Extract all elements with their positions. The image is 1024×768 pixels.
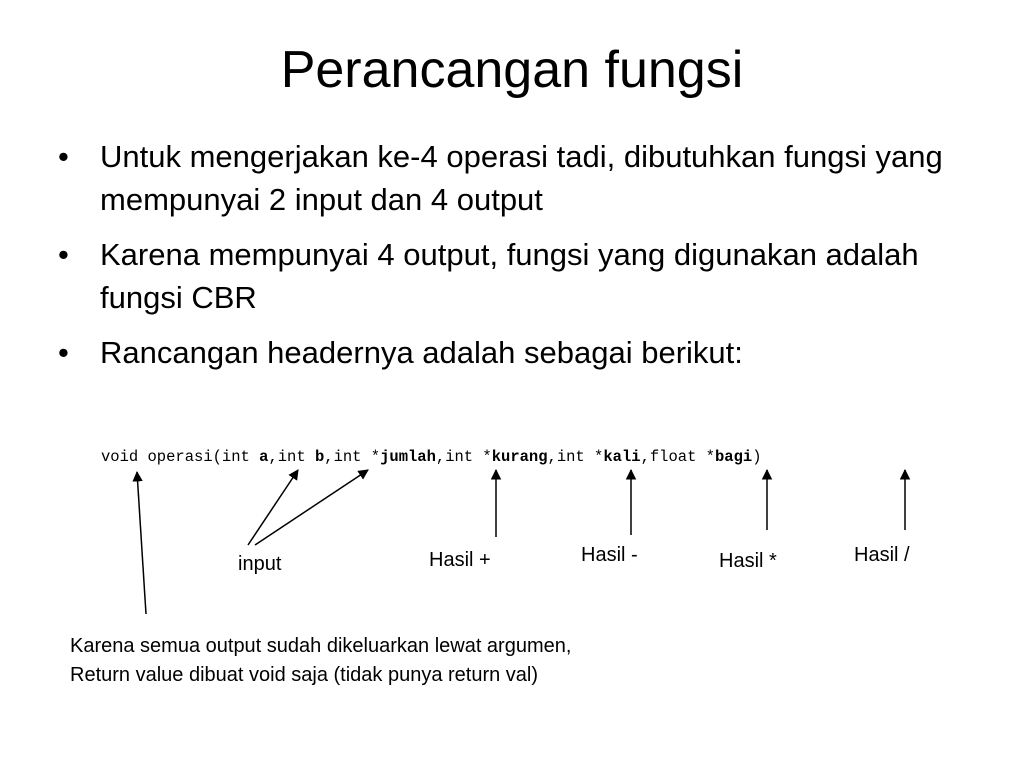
bullet-text-3: Rancangan headernya adalah sebagai berikut: [100,335,743,370]
label-hasil-minus: Hasil - [581,544,638,566]
label-input: input [238,553,282,575]
arrow-input-b [255,470,368,545]
code-param-a: a [259,448,269,466]
code-sep-kurang: ,int * [435,448,492,466]
slide-title: Perancangan fungsi [280,41,744,99]
code-sep-bagi: ,float * [640,448,715,466]
bullet-text-2: Karena mempunyai 4 output, fungsi yang digunakan adalah fungsi CBR [100,237,919,315]
label-hasil-kali: Hasil * [719,550,777,572]
code-close-paren: ) [752,448,762,466]
code-void-operasi: void operasi(int [101,448,260,466]
code-sep-jumlah: ,int * [324,448,381,466]
bullet-dot-icon: • [58,139,69,174]
bullet-dot-icon: • [58,335,69,370]
code-param-kali: kali [603,448,641,466]
label-hasil-plus: Hasil + [429,549,491,571]
bullet-text-1: Untuk mengerjakan ke-4 operasi tadi, dibutuhkan fungsi yang mempunyai 2 input dan 4 output [100,139,943,217]
code-sep-b: ,int [268,448,315,466]
code-param-bagi: bagi [714,448,753,466]
note-line-2: Return value dibuat void saja (tidak punya return val) [70,664,539,686]
arrow-return-value [137,472,146,614]
return-value-note [70,632,571,690]
code-param-b: b [314,448,325,466]
note-line-1: Karena semua output sudah dikeluarkan lewat argumen, [70,635,572,657]
label-hasil-bagi: Hasil / [854,544,910,566]
code-param-kurang: kurang [491,448,548,466]
code-param-jumlah: jumlah [380,448,436,466]
code-sep-kali: ,int * [547,448,604,466]
bullet-dot-icon: • [58,237,69,272]
